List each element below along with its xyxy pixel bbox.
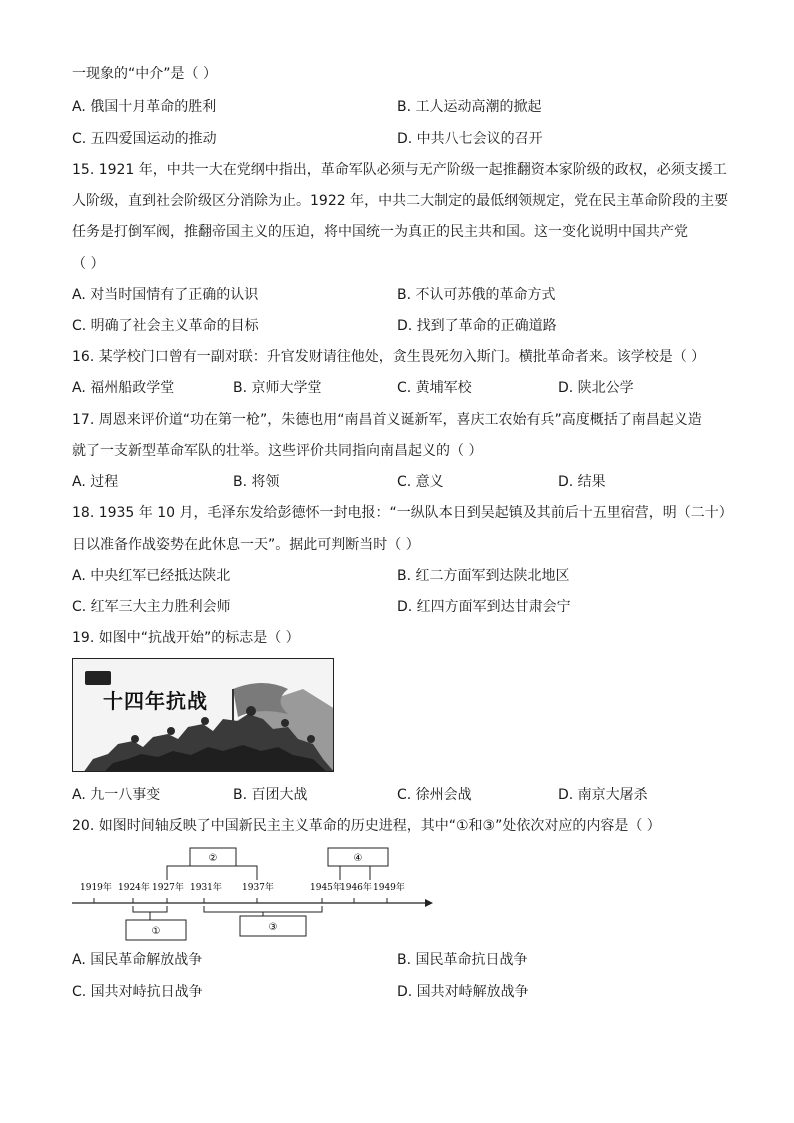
q19-stem: 19. 如图中“抗战开始”的标志是（ ） — [72, 630, 300, 646]
q16-option-a: A. 福州船政学堂 — [72, 380, 175, 396]
q19-option-a: A. 九一八事变 — [72, 787, 161, 803]
q17-option-c: C. 意义 — [397, 474, 444, 490]
q15-stem-line-4: （ ） — [72, 256, 105, 272]
q14-stem-tail: 一现象的“中介”是（ ） — [72, 66, 217, 82]
q20-option-d: D. 国共对峙解放战争 — [397, 984, 529, 1000]
marker-1-label: ① — [151, 926, 161, 937]
q15-option-d: D. 找到了革命的正确道路 — [397, 318, 557, 334]
q17-option-b: B. 将领 — [233, 474, 280, 490]
q20-option-b: B. 国民革命抗日战争 — [397, 952, 528, 968]
q15-option-b: B. 不认可苏俄的革命方式 — [397, 287, 556, 303]
year-label-1931: 1931年 — [190, 883, 222, 893]
war-banner-image — [72, 658, 334, 772]
q14-option-d: D. 中共八七会议的召开 — [397, 131, 543, 147]
q18-stem-line-1: 18. 1935 年 10 月，毛泽东发给彭德怀一封电报：“一纵队本日到吴起镇及其前后十五里宿营，明（二十） — [72, 505, 733, 521]
q14-option-a: A. 俄国十月革命的胜利 — [72, 99, 217, 115]
q17-option-d: D. 结果 — [558, 474, 606, 490]
q18-option-a: A. 中央红军已经抵达陕北 — [72, 568, 231, 584]
q17-stem-line-2: 就了一支新型革命军队的壮举。这些评价共同指向南昌起义的（ ） — [72, 443, 483, 459]
year-label-1937: 1937年 — [242, 883, 274, 893]
marker-4-label: ④ — [353, 853, 363, 864]
year-label-1946: 1946年 — [340, 883, 372, 893]
year-label-1945: 1945年 — [310, 883, 342, 893]
q19-option-b: B. 百团大战 — [233, 787, 308, 803]
q15-stem-line-1: 15. 1921 年，中共一大在党纲中指出，革命军队必须与无产阶级一起推翻资本家阶级的政权，必须支援工 — [72, 162, 727, 178]
q20-option-c: C. 国共对峙抗日战争 — [72, 984, 203, 1000]
marker-2-label: ② — [208, 853, 218, 864]
q17-stem-line-1: 17. 周恩来评价道“功在第一枪”，朱德也用“南昌首义诞新军，喜庆工农始有兵”高度概括了南昌起义造 — [72, 412, 702, 428]
q16-stem: 16. 某学校门口曾有一副对联：升官发财请往他处，贪生畏死勿入斯门。横批革命者来。该学校是（ ） — [72, 349, 706, 365]
marker-3-label: ③ — [268, 922, 278, 933]
q16-option-b: B. 京师大学堂 — [233, 380, 322, 396]
q20-stem: 20. 如图时间轴反映了中国新民主主义革命的历史进程，其中“①和③”处依次对应的内容是（ ） — [72, 818, 661, 834]
soldiers-sculpture-illustration — [73, 659, 334, 772]
q14-option-c: C. 五四爱国运动的推动 — [72, 131, 217, 147]
q18-option-c: C. 红军三大主力胜利会师 — [72, 599, 231, 615]
q20-option-a: A. 国民革命解放战争 — [72, 952, 203, 968]
year-label-1919: 1919年 — [80, 883, 112, 893]
year-label-1927: 1927年 — [152, 883, 184, 893]
q18-option-d: D. 红四方面军到达甘肃会宁 — [397, 599, 571, 615]
year-label-1949: 1949年 — [373, 883, 405, 893]
q18-option-b: B. 红二方面军到达陕北地区 — [397, 568, 570, 584]
q16-option-d: D. 陕北公学 — [558, 380, 634, 396]
q15-option-c: C. 明确了社会主义革命的目标 — [72, 318, 259, 334]
q16-option-c: C. 黄埔军校 — [397, 380, 472, 396]
q14-option-b: B. 工人运动高潮的掀起 — [397, 99, 542, 115]
q17-option-a: A. 过程 — [72, 474, 119, 490]
banner-title: 十四年抗战 — [103, 689, 208, 713]
year-label-1924: 1924年 — [118, 883, 150, 893]
q15-option-a: A. 对当时国情有了正确的认识 — [72, 287, 259, 303]
q19-option-d: D. 南京大屠杀 — [558, 787, 648, 803]
q15-stem-line-3: 任务是打倒军阀，推翻帝国主义的压迫，将中国统一为真正的民主共和国。这一变化说明中国共产党 — [72, 224, 688, 240]
q18-stem-line-2: 日以准备作战姿势在此休息一天”。据此可判断当时（ ） — [72, 537, 420, 553]
history-timeline-diagram — [70, 842, 440, 942]
q15-stem-line-2: 人阶级，直到社会阶级区分消除为止。1922 年，中共二大制定的最低纲领规定，党在民主革命阶段的主要 — [72, 193, 729, 209]
q19-option-c: C. 徐州会战 — [397, 787, 472, 803]
